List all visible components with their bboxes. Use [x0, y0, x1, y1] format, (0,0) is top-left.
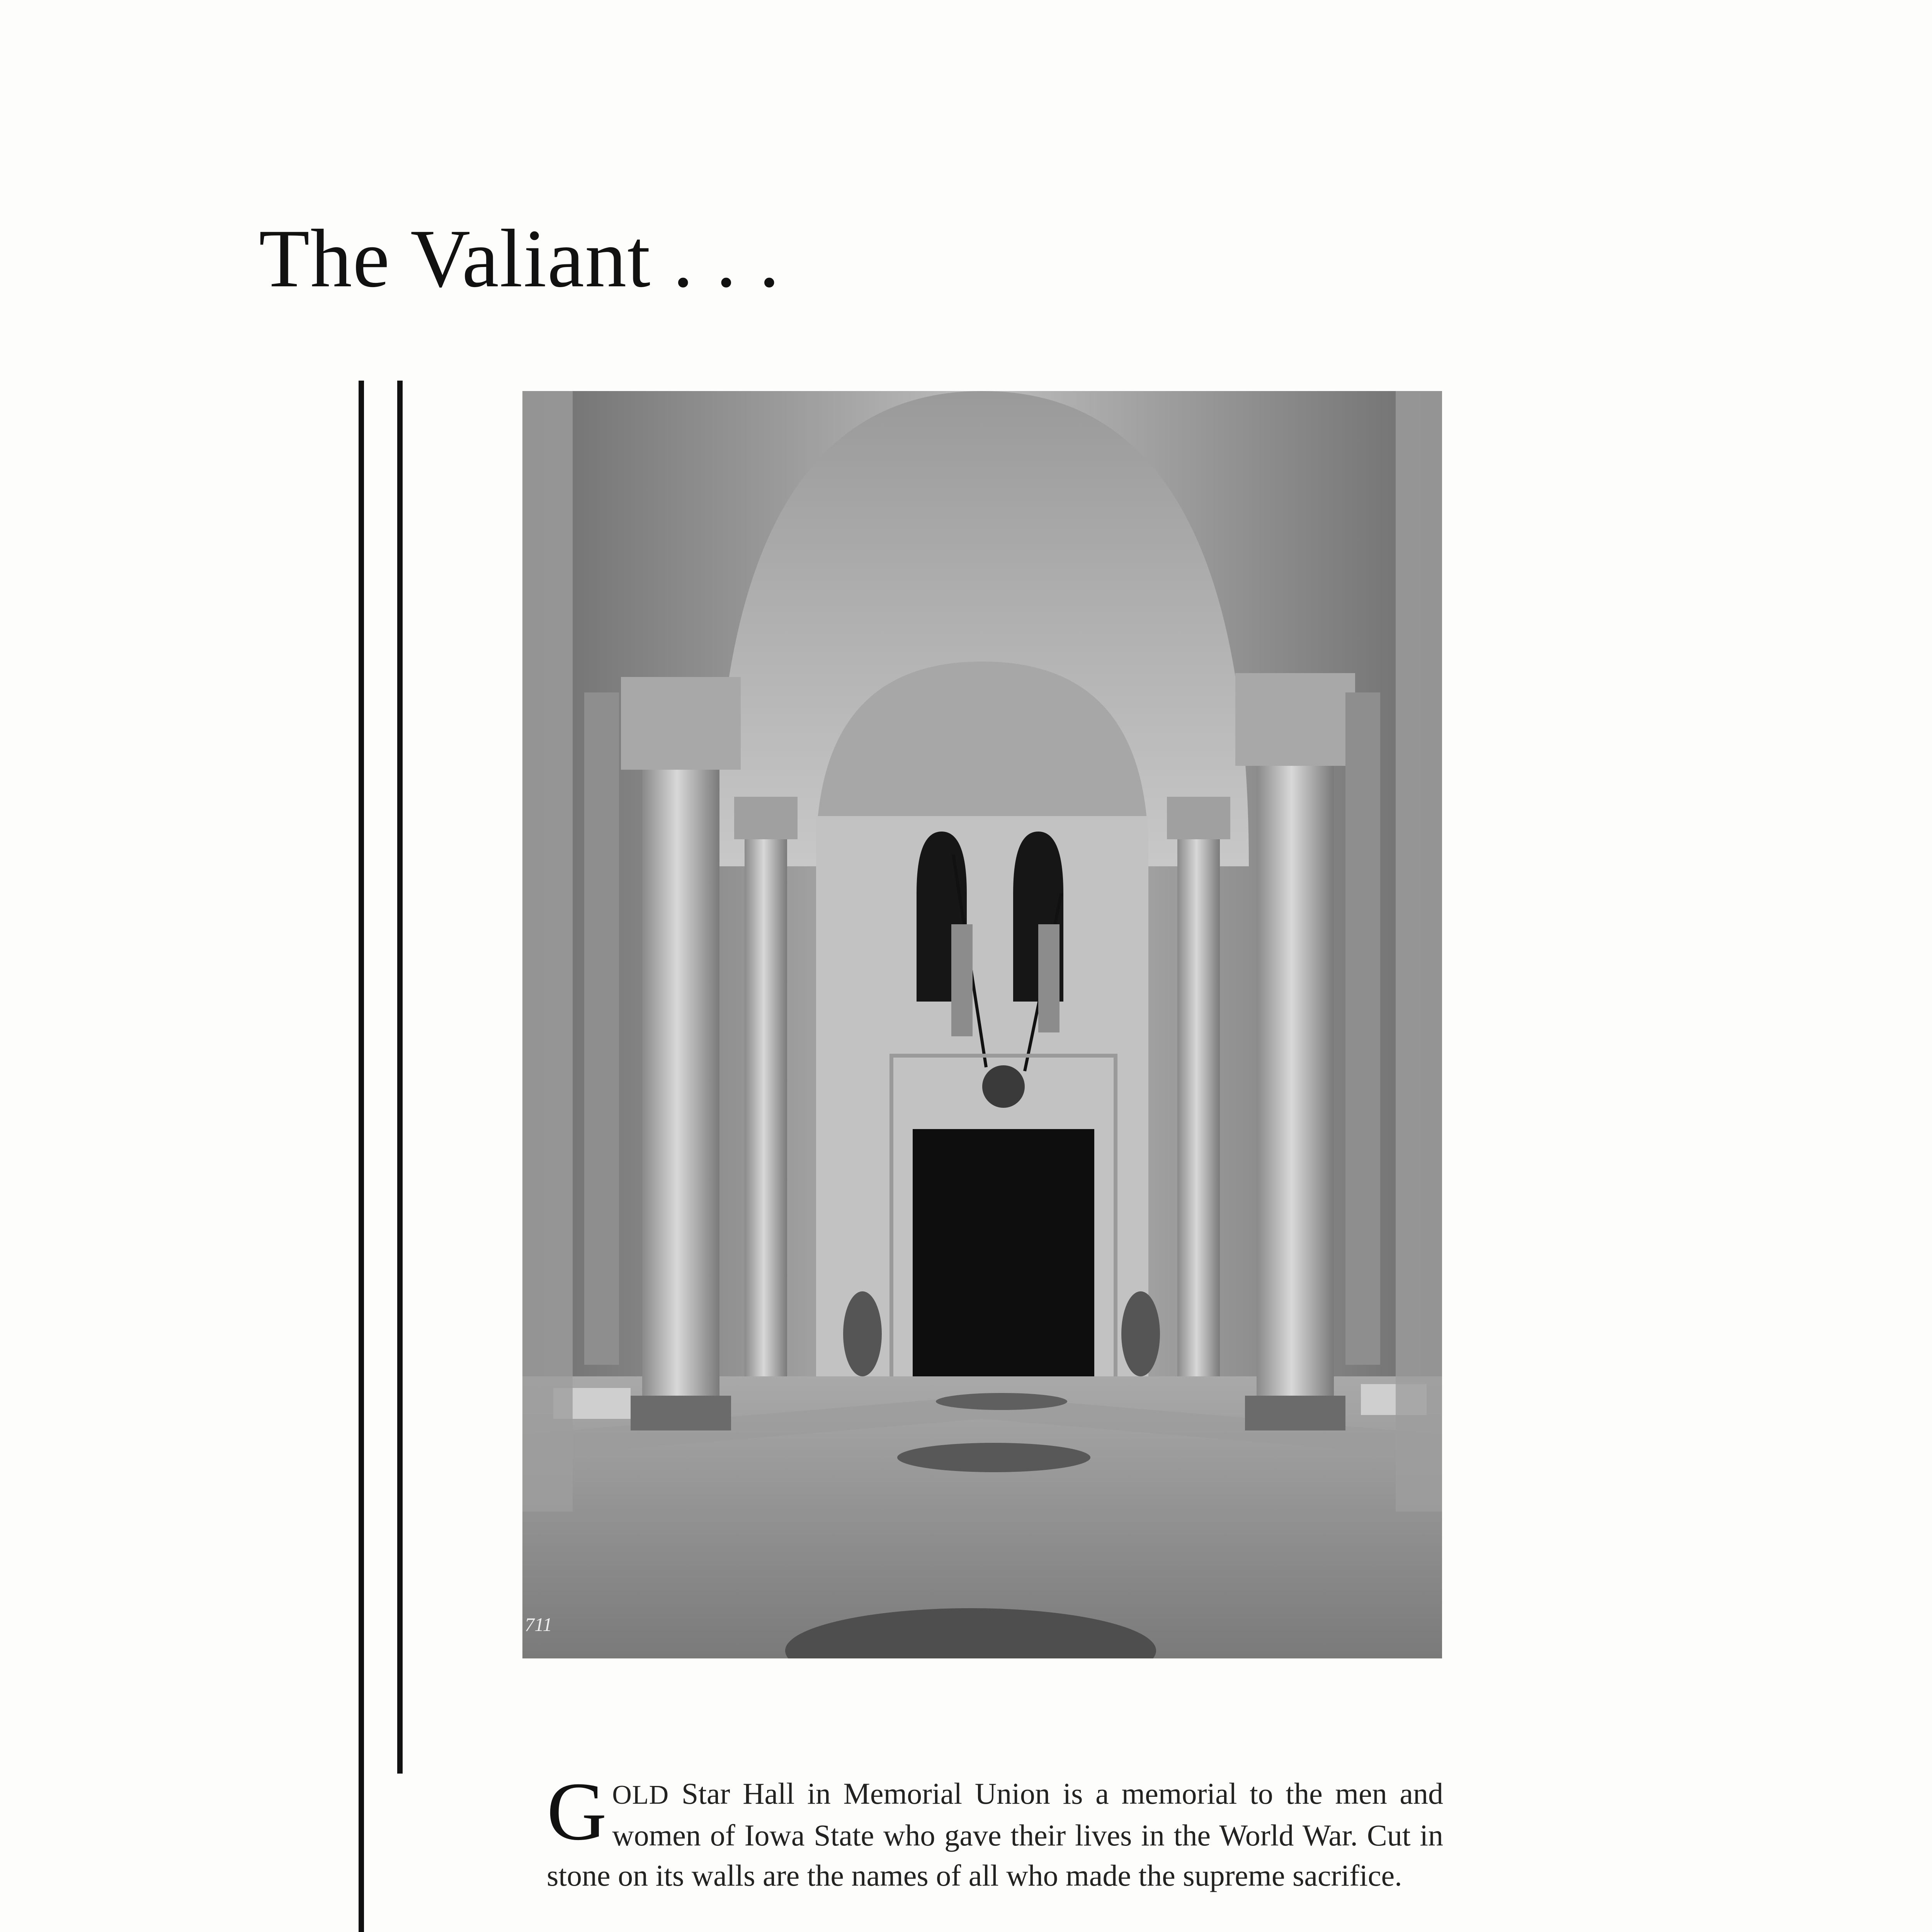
vertical-rule-inner [397, 381, 403, 1774]
vertical-rule-outer [359, 381, 364, 1932]
caption-first-word: OLD [612, 1780, 669, 1810]
caption-drop-cap: G [547, 1765, 607, 1857]
gold-star-hall-photo [522, 391, 1442, 1658]
page-title: The Valiant . . . [259, 212, 781, 304]
photo-corner-mark: 711 [525, 1614, 553, 1635]
caption-text: Star Hall in Memorial Union is a memorial to the men and women of Iowa State who gave their lives in the World War. Cut in stone on its walls are the names of all who made the supreme sacrifice. [547, 1777, 1443, 1892]
photo-caption [547, 1765, 1443, 1896]
